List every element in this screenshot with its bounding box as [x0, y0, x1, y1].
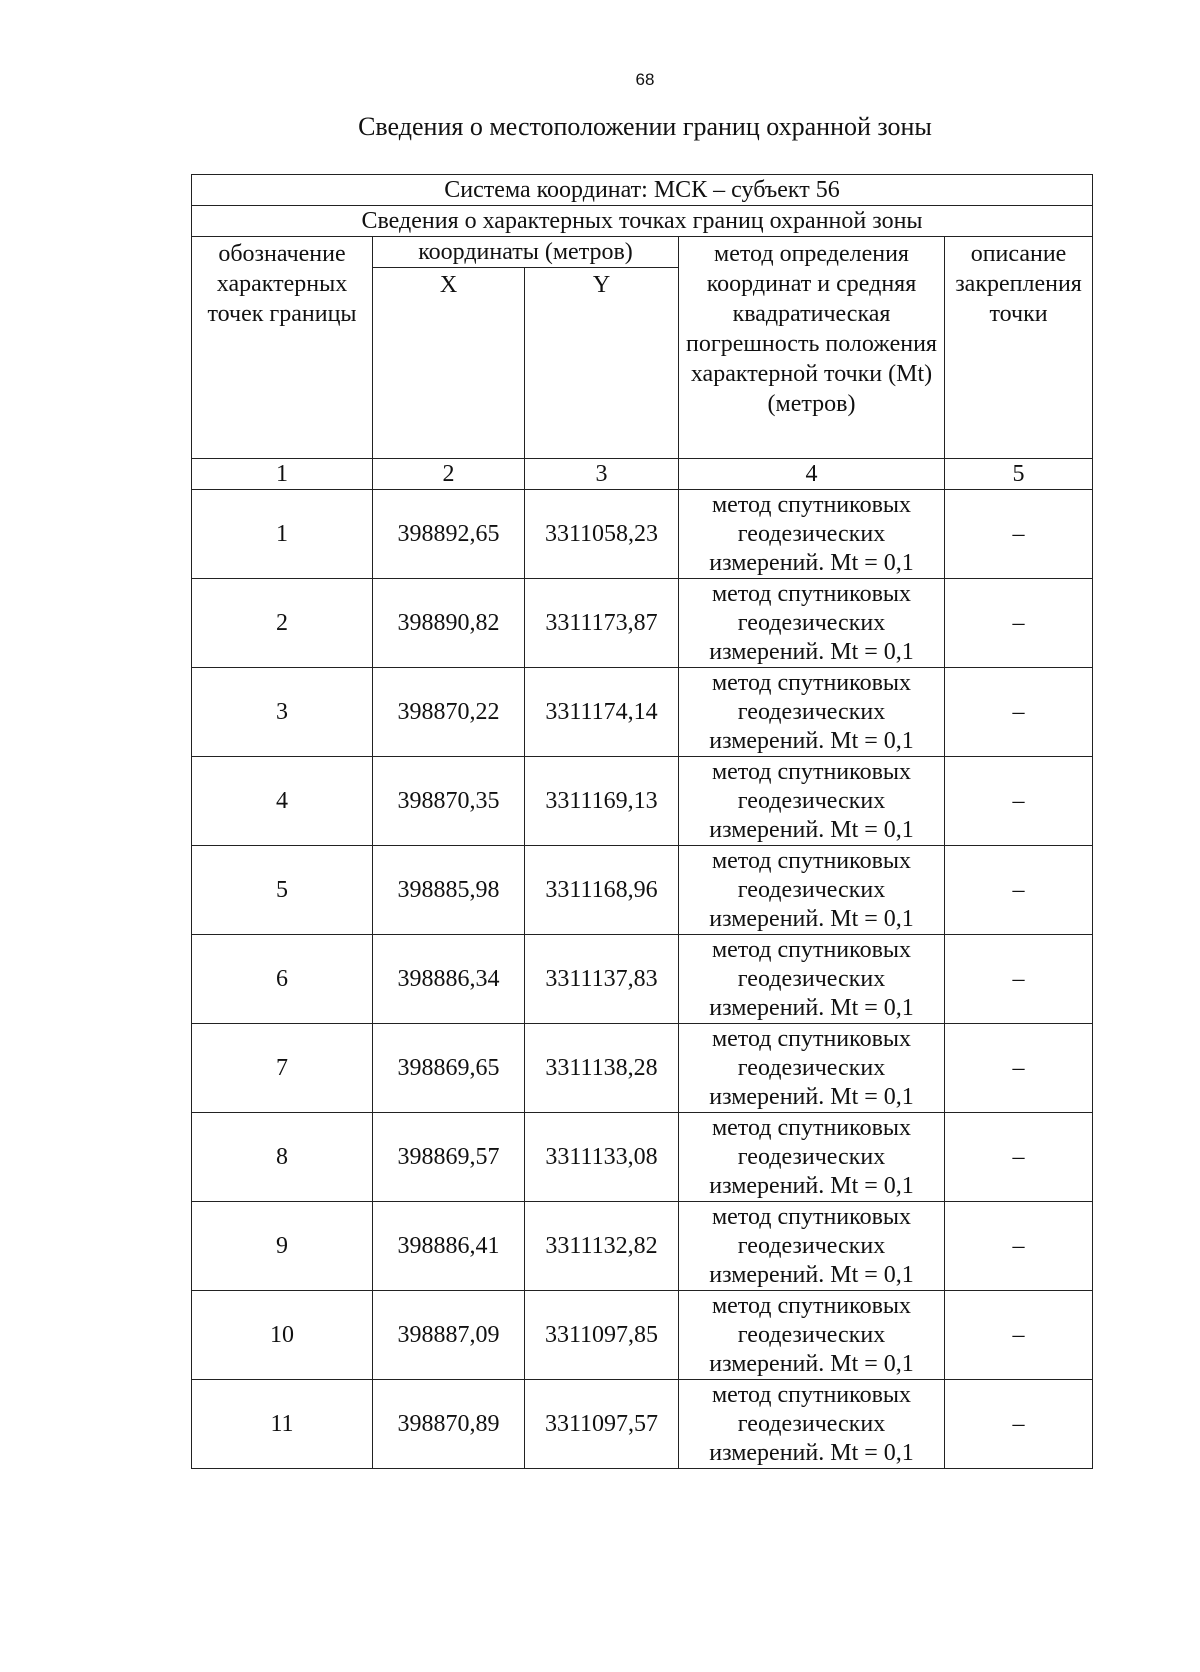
method-cell: метод спутниковых геодезических измерений. Mt = 0,1 — [679, 579, 945, 668]
x-coordinate-cell: 398870,22 — [373, 668, 525, 757]
table-row — [192, 846, 1093, 935]
description-cell: – — [945, 1380, 1093, 1469]
x-coordinate-cell: 398870,89 — [373, 1380, 525, 1469]
column-number: 5 — [945, 459, 1093, 490]
boundary-points-table — [191, 174, 1093, 1469]
point-number-cell: 4 — [192, 757, 373, 846]
description-cell: – — [945, 846, 1093, 935]
table-row — [192, 1380, 1093, 1469]
table-row — [192, 1202, 1093, 1291]
description-cell: – — [945, 757, 1093, 846]
table-row — [192, 668, 1093, 757]
point-number-cell: 6 — [192, 935, 373, 1024]
point-number-cell: 3 — [192, 668, 373, 757]
table-row — [192, 757, 1093, 846]
table-row — [192, 579, 1093, 668]
y-column-header: Y — [525, 268, 679, 459]
description-cell: – — [945, 579, 1093, 668]
point-number-cell: 9 — [192, 1202, 373, 1291]
y-coordinate-cell: 3311133,08 — [525, 1113, 679, 1202]
method-cell: метод спутниковых геодезических измерений. Mt = 0,1 — [679, 490, 945, 579]
y-coordinate-cell: 3311138,28 — [525, 1024, 679, 1113]
method-cell: метод спутниковых геодезических измерений. Mt = 0,1 — [679, 668, 945, 757]
point-number-cell: 5 — [192, 846, 373, 935]
description-cell: – — [945, 1291, 1093, 1380]
y-coordinate-cell: 3311173,87 — [525, 579, 679, 668]
y-coordinate-cell: 3311169,13 — [525, 757, 679, 846]
method-cell: метод спутниковых геодезических измерений. Mt = 0,1 — [679, 846, 945, 935]
point-number-cell: 1 — [192, 490, 373, 579]
y-coordinate-cell: 3311132,82 — [525, 1202, 679, 1291]
point-designation-header: обозначение характерных точек границы — [192, 237, 373, 459]
x-coordinate-cell: 398870,35 — [373, 757, 525, 846]
description-cell: – — [945, 1202, 1093, 1291]
method-cell: метод спутниковых геодезических измерений. Mt = 0,1 — [679, 1291, 945, 1380]
method-cell: метод спутниковых геодезических измерений. Mt = 0,1 — [679, 1024, 945, 1113]
table-row — [192, 490, 1093, 579]
point-number-cell: 10 — [192, 1291, 373, 1380]
coordinates-header: координаты (метров) — [373, 237, 679, 268]
method-cell: метод спутниковых геодезических измерений. Mt = 0,1 — [679, 1113, 945, 1202]
table-row — [192, 1291, 1093, 1380]
description-cell: – — [945, 935, 1093, 1024]
method-cell: метод спутниковых геодезических измерений. Mt = 0,1 — [679, 1380, 945, 1469]
x-coordinate-cell: 398869,65 — [373, 1024, 525, 1113]
y-coordinate-cell: 3311097,85 — [525, 1291, 679, 1380]
table-subtitle: Сведения о характерных точках границ охранной зоны — [192, 206, 1093, 237]
method-cell: метод спутниковых геодезических измерений. Mt = 0,1 — [679, 757, 945, 846]
table-row — [192, 1113, 1093, 1202]
column-number: 2 — [373, 459, 525, 490]
fixing-description-header: описание закрепления точки — [945, 237, 1093, 459]
table-row — [192, 935, 1093, 1024]
method-cell: метод спутниковых геодезических измерений. Mt = 0,1 — [679, 1202, 945, 1291]
table-row — [192, 1024, 1093, 1113]
x-coordinate-cell: 398886,41 — [373, 1202, 525, 1291]
x-coordinate-cell: 398869,57 — [373, 1113, 525, 1202]
y-coordinate-cell: 3311097,57 — [525, 1380, 679, 1469]
y-coordinate-cell: 3311058,23 — [525, 490, 679, 579]
y-coordinate-cell: 3311174,14 — [525, 668, 679, 757]
point-number-cell: 11 — [192, 1380, 373, 1469]
method-header: метод определения координат и средняя квадратическая погрешность положения характерной точки (Mt) (метров) — [679, 237, 945, 459]
x-coordinate-cell: 398890,82 — [373, 579, 525, 668]
x-coordinate-cell: 398887,09 — [373, 1291, 525, 1380]
y-coordinate-cell: 3311168,96 — [525, 846, 679, 935]
description-cell: – — [945, 1024, 1093, 1113]
column-number: 3 — [525, 459, 679, 490]
description-cell: – — [945, 668, 1093, 757]
description-cell: – — [945, 490, 1093, 579]
page-number: 68 — [635, 70, 655, 89]
point-number-cell: 2 — [192, 579, 373, 668]
x-coordinate-cell: 398886,34 — [373, 935, 525, 1024]
point-number-cell: 8 — [192, 1113, 373, 1202]
x-coordinate-cell: 398885,98 — [373, 846, 525, 935]
document-title: Сведения о местоположении границ охранной зоны — [358, 112, 932, 141]
y-coordinate-cell: 3311137,83 — [525, 935, 679, 1024]
point-number-cell: 7 — [192, 1024, 373, 1113]
coordinate-system-header: Система координат: МСК – субъект 56 — [192, 175, 1093, 206]
x-column-header: X — [373, 268, 525, 459]
column-number: 1 — [192, 459, 373, 490]
description-cell: – — [945, 1113, 1093, 1202]
column-number: 4 — [679, 459, 945, 490]
x-coordinate-cell: 398892,65 — [373, 490, 525, 579]
method-cell: метод спутниковых геодезических измерений. Mt = 0,1 — [679, 935, 945, 1024]
